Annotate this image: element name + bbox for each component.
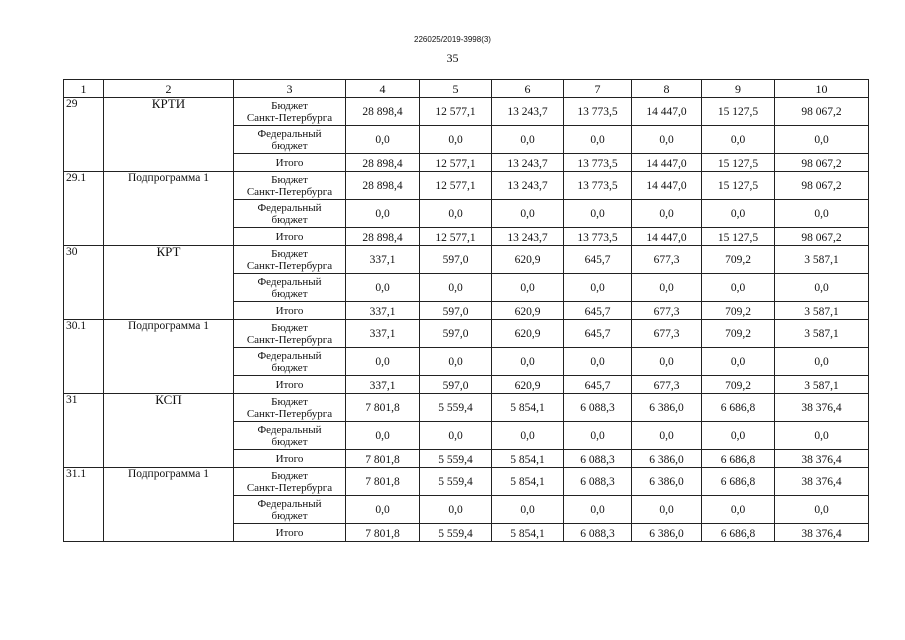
value-cell: 5 854,1 [492,394,564,422]
value-cell: 15 127,5 [702,172,775,200]
value-cell: 14 447,0 [632,154,702,172]
value-cell: 13 243,7 [492,172,564,200]
value-cell: 0,0 [420,274,492,302]
value-cell: 13 243,7 [492,154,564,172]
value-cell: 6 386,0 [632,468,702,496]
value-cell: 13 243,7 [492,228,564,246]
value-cell: 0,0 [702,348,775,376]
funding-source-line: Итого [275,230,304,243]
value-cell: 3 587,1 [775,246,869,274]
value-cell: 0,0 [775,348,869,376]
funding-source-line: Санкт-Петербурга [246,407,333,420]
table-body [64,98,869,542]
funding-source-line: Итого [275,378,304,391]
value-cell: 28 898,4 [346,154,420,172]
funding-source-line: Санкт-Петербурга [246,259,333,272]
value-cell: 0,0 [420,496,492,524]
row-title: КРТ [104,246,234,320]
table-row [64,246,869,274]
value-cell: 645,7 [564,302,632,320]
value-cell: 3 587,1 [775,302,869,320]
value-cell: 0,0 [702,274,775,302]
value-cell: 7 801,8 [346,468,420,496]
table-row [64,468,869,496]
value-cell: 677,3 [632,246,702,274]
value-cell: 28 898,4 [346,228,420,246]
value-cell: 0,0 [346,422,420,450]
value-cell: 620,9 [492,302,564,320]
value-cell: 677,3 [632,302,702,320]
funding-source-line: Федеральный [257,497,322,510]
funding-source-line: Бюджет [271,99,308,112]
funding-source-line: Бюджет [271,247,308,260]
value-cell: 12 577,1 [420,172,492,200]
funding-source-cell [234,524,346,542]
column-header-7: 7 [564,80,632,98]
value-cell: 0,0 [775,496,869,524]
value-cell: 7 801,8 [346,394,420,422]
value-cell: 38 376,4 [775,450,869,468]
value-cell: 98 067,2 [775,154,869,172]
value-cell: 13 773,5 [564,172,632,200]
row-number: 30 [64,246,104,320]
value-cell: 5 559,4 [420,450,492,468]
table-row [64,98,869,126]
value-cell: 6 088,3 [564,394,632,422]
value-cell: 3 587,1 [775,376,869,394]
funding-source-line: бюджет [271,361,308,374]
value-cell: 6 088,3 [564,468,632,496]
row-number: 30.1 [64,320,104,394]
funding-source-line: Санкт-Петербурга [246,185,333,198]
value-cell: 12 577,1 [420,228,492,246]
value-cell: 597,0 [420,376,492,394]
funding-source-line: Бюджет [271,395,308,408]
value-cell: 677,3 [632,320,702,348]
value-cell: 0,0 [420,200,492,228]
funding-source-cell [234,274,346,302]
value-cell: 7 801,8 [346,450,420,468]
value-cell: 0,0 [564,200,632,228]
value-cell: 0,0 [346,274,420,302]
value-cell: 5 559,4 [420,468,492,496]
funding-source-line: Федеральный [257,201,322,214]
value-cell: 0,0 [420,422,492,450]
value-cell: 677,3 [632,376,702,394]
funding-source-line: Санкт-Петербурга [246,333,333,346]
value-cell: 12 577,1 [420,154,492,172]
funding-source-cell [234,172,346,200]
value-cell: 5 854,1 [492,524,564,542]
funding-source-line: бюджет [271,287,308,300]
value-cell: 0,0 [564,422,632,450]
value-cell: 0,0 [632,422,702,450]
value-cell: 0,0 [632,496,702,524]
funding-source-line: Санкт-Петербурга [246,481,333,494]
value-cell: 0,0 [492,200,564,228]
value-cell: 28 898,4 [346,172,420,200]
value-cell: 0,0 [346,496,420,524]
funding-source-cell [234,126,346,154]
value-cell: 15 127,5 [702,228,775,246]
value-cell: 0,0 [632,348,702,376]
funding-source-line: Итого [275,526,304,539]
value-cell: 0,0 [492,126,564,154]
column-header-2: 2 [104,80,234,98]
value-cell: 0,0 [564,496,632,524]
funding-source-line: бюджет [271,509,308,522]
value-cell: 38 376,4 [775,524,869,542]
value-cell: 5 854,1 [492,468,564,496]
value-cell: 6 088,3 [564,450,632,468]
value-cell: 620,9 [492,246,564,274]
value-cell: 337,1 [346,246,420,274]
row-title: Подпрограмма 1 [104,468,234,542]
value-cell: 5 559,4 [420,524,492,542]
value-cell: 98 067,2 [775,98,869,126]
value-cell: 15 127,5 [702,98,775,126]
value-cell: 645,7 [564,376,632,394]
value-cell: 0,0 [775,200,869,228]
funding-source-line: Федеральный [257,275,322,288]
value-cell: 15 127,5 [702,154,775,172]
value-cell: 645,7 [564,320,632,348]
value-cell: 0,0 [775,274,869,302]
column-header-9: 9 [702,80,775,98]
value-cell: 98 067,2 [775,172,869,200]
value-cell: 0,0 [632,126,702,154]
value-cell: 597,0 [420,246,492,274]
value-cell: 3 587,1 [775,320,869,348]
value-cell: 0,0 [420,348,492,376]
funding-source-line: Федеральный [257,127,322,140]
column-header-6: 6 [492,80,564,98]
value-cell: 28 898,4 [346,98,420,126]
funding-source-line: Федеральный [257,423,322,436]
funding-source-cell [234,348,346,376]
value-cell: 6 686,8 [702,468,775,496]
value-cell: 5 854,1 [492,450,564,468]
value-cell: 0,0 [775,126,869,154]
value-cell: 13 773,5 [564,98,632,126]
value-cell: 0,0 [632,200,702,228]
column-header-3: 3 [234,80,346,98]
value-cell: 14 447,0 [632,172,702,200]
document-id: 226025/2019-3998(3) [414,35,491,44]
funding-source-line: Итого [275,304,304,317]
value-cell: 14 447,0 [632,228,702,246]
row-number: 31.1 [64,468,104,542]
value-cell: 0,0 [564,274,632,302]
value-cell: 13 773,5 [564,154,632,172]
column-header-1: 1 [64,80,104,98]
funding-source-line: Бюджет [271,173,308,186]
funding-source-line: бюджет [271,139,308,152]
value-cell: 12 577,1 [420,98,492,126]
value-cell: 0,0 [346,126,420,154]
column-header-10: 10 [775,80,869,98]
value-cell: 0,0 [346,200,420,228]
value-cell: 0,0 [702,126,775,154]
funding-source-line: Бюджет [271,469,308,482]
value-cell: 7 801,8 [346,524,420,542]
value-cell: 38 376,4 [775,394,869,422]
column-header-8: 8 [632,80,702,98]
funding-source-cell [234,422,346,450]
value-cell: 0,0 [564,126,632,154]
funding-source-line: Итого [275,452,304,465]
funding-source-cell [234,154,346,172]
value-cell: 709,2 [702,376,775,394]
value-cell: 337,1 [346,320,420,348]
value-cell: 6 386,0 [632,394,702,422]
column-header-5: 5 [420,80,492,98]
value-cell: 0,0 [492,348,564,376]
table-row [64,172,869,200]
value-cell: 620,9 [492,320,564,348]
value-cell: 6 386,0 [632,524,702,542]
funding-source-line: Федеральный [257,349,322,362]
value-cell: 6 386,0 [632,450,702,468]
funding-source-line: бюджет [271,435,308,448]
funding-source-cell [234,394,346,422]
value-cell: 6 686,8 [702,394,775,422]
row-title: КСП [104,394,234,468]
funding-source-cell [234,468,346,496]
funding-source-line: Санкт-Петербурга [246,111,333,124]
value-cell: 0,0 [775,422,869,450]
table-row [64,320,869,348]
value-cell: 98 067,2 [775,228,869,246]
value-cell: 0,0 [702,200,775,228]
budget-table [63,79,869,542]
column-header-4: 4 [346,80,420,98]
value-cell: 709,2 [702,302,775,320]
value-cell: 337,1 [346,302,420,320]
funding-source-line: Бюджет [271,321,308,334]
value-cell: 0,0 [492,496,564,524]
page-number: 35 [446,51,459,65]
row-title: Подпрограмма 1 [104,320,234,394]
row-number: 29.1 [64,172,104,246]
value-cell: 14 447,0 [632,98,702,126]
value-cell: 6 686,8 [702,524,775,542]
row-number: 29 [64,98,104,172]
value-cell: 620,9 [492,376,564,394]
value-cell: 337,1 [346,376,420,394]
value-cell: 645,7 [564,246,632,274]
row-number: 31 [64,394,104,468]
funding-source-cell [234,200,346,228]
value-cell: 5 559,4 [420,394,492,422]
funding-source-cell [234,450,346,468]
value-cell: 38 376,4 [775,468,869,496]
value-cell: 709,2 [702,320,775,348]
value-cell: 597,0 [420,320,492,348]
funding-source-line: Итого [275,156,304,169]
funding-source-cell [234,496,346,524]
funding-source-cell [234,98,346,126]
value-cell: 0,0 [702,422,775,450]
value-cell: 0,0 [420,126,492,154]
value-cell: 6 686,8 [702,450,775,468]
funding-source-cell [234,320,346,348]
table-header [64,80,869,98]
value-cell: 13 243,7 [492,98,564,126]
funding-source-line: бюджет [271,213,308,226]
funding-source-cell [234,228,346,246]
value-cell: 13 773,5 [564,228,632,246]
value-cell: 0,0 [702,496,775,524]
value-cell: 0,0 [492,422,564,450]
value-cell: 0,0 [492,274,564,302]
funding-source-cell [234,246,346,274]
header-row [64,80,869,98]
funding-source-cell [234,376,346,394]
value-cell: 6 088,3 [564,524,632,542]
row-title: Подпрограмма 1 [104,172,234,246]
row-title: КРТИ [104,98,234,172]
value-cell: 0,0 [346,348,420,376]
value-cell: 709,2 [702,246,775,274]
value-cell: 597,0 [420,302,492,320]
funding-source-cell [234,302,346,320]
value-cell: 0,0 [632,274,702,302]
table-row [64,394,869,422]
value-cell: 0,0 [564,348,632,376]
